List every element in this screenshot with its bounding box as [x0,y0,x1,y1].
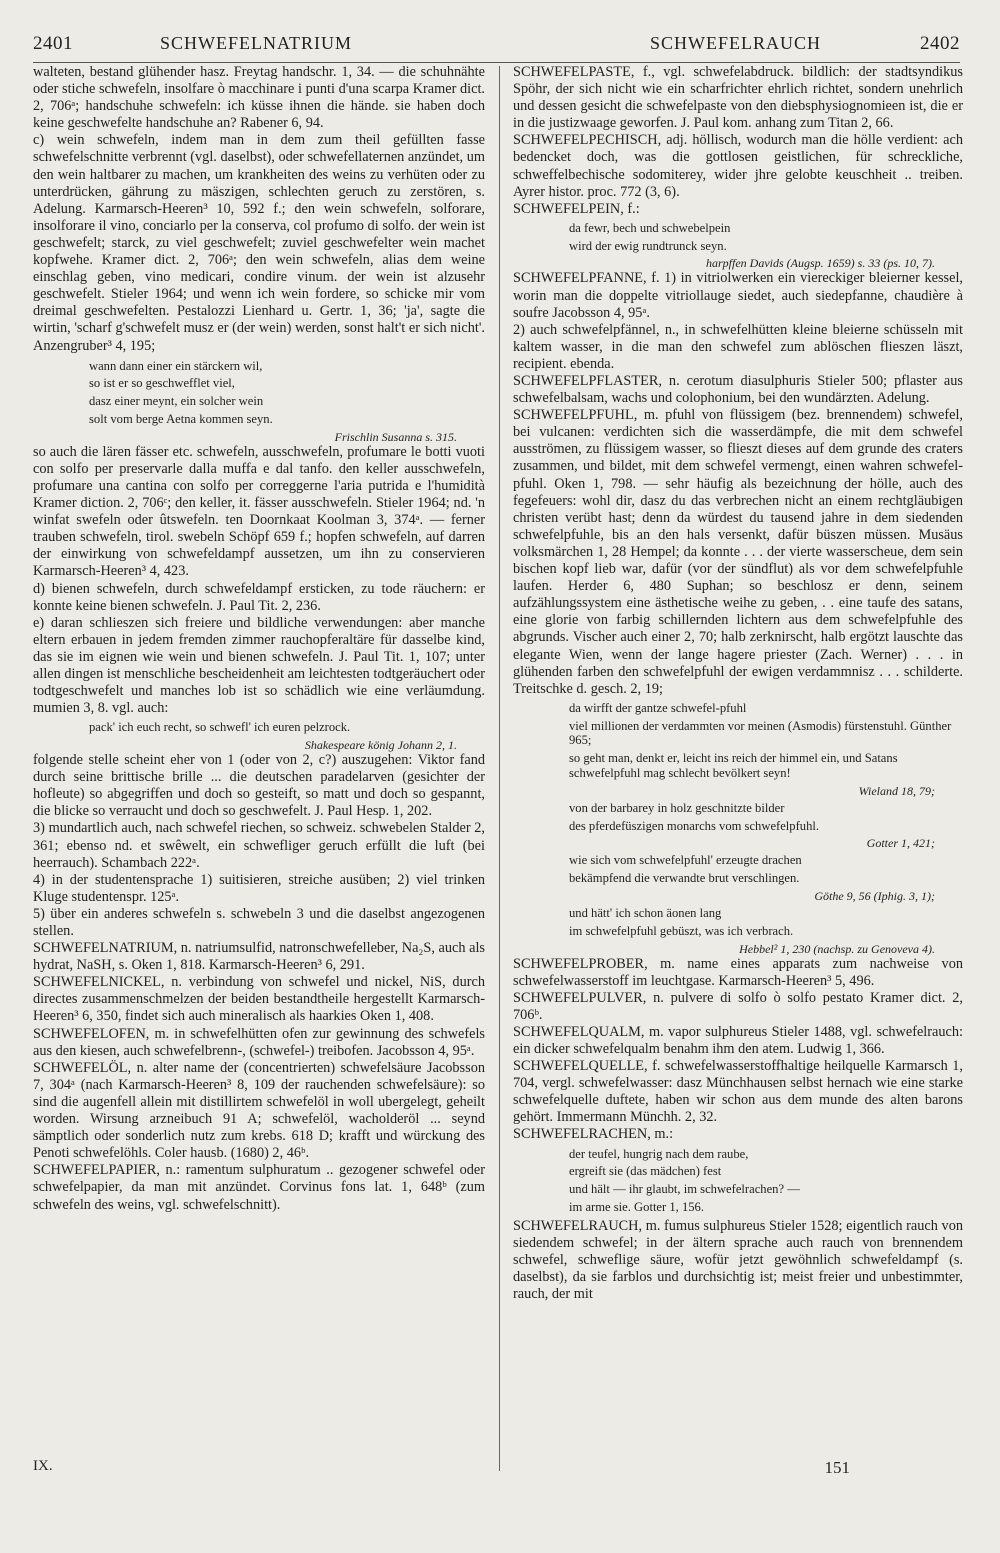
dictionary-entry: SCHWEFELPAPIER, n.: ramentum sulphuratum .. gezogener schwefel oder schwefelpapier, da man mit anzündet. Corvinus fons lat. 1, 648ᵇ (zum schwefeln des weins, vgl. schwefelschnitt). [33,1162,485,1213]
dictionary-entry: SCHWEFELPULVER, n. pulvere di solfo ò solfo pestato Kramer dict. 2, 706ᵇ. [513,989,963,1023]
verse-line: so geht man, denkt er, leicht ins reich der himmel ein, und Satans schwefelpfuhl mag schlecht bevölkert seyn! [569,751,898,780]
dictionary-entry: SCHWEFELQUELLE, f. schwefelwasserstoffhaltige heilquelle Karmarsch 1, 704, vergl. schwefelwasser: dasz Münchhausen selbst hernach wie eine starke schwefelquelle duftete, haben wir schon aus dem munde des alten barons gehört. Immermann Münchh. 2, 32. [513,1058,963,1126]
verse-line: wann dann einer ein stärckern wil, [89,358,263,373]
verse-line: pack' ich euch recht, so schwefl' ich euren pelzrock. [89,720,351,735]
dictionary-entry: SCHWEFELPASTE, f., vgl. schwefelabdruck. bildlich: der stadtsyndikus Spöhr, der sich nicht wie ein scharfrichter ehrlich richtet, sondern unehrlich und dessen gesicht die schwefelpaste von den diebsphysiognomieen ist, die er in die justizwaage geworfen. J. Paul kom. anhang zum Titan 2, 66. [513,64,963,132]
verse-line: da fewr, bech und schwebelpein [569,220,731,235]
verse-line: im arme sie. Gotter 1, 156. [569,1199,705,1214]
verse-line: und hätt' ich schon äonen lang [569,905,722,920]
dictionary-entry: SCHWEFELPFUHL, m. pfuhl von flüssigem (bez. brennendem) schwefel, bei vulcanen: verdichten sich die wasserdämpfe, die mit dem schwefel ausströmen, zu flüssigem wasser, so flieszt dieses auf dem grunde des craters zusammen, und bildet, mit dem schwefel vermengt, einen wahren schwefel-pfuhl. Oken 1, 798. — sehr häufig als bezeichnung der hölle, auch des fegefeuers: wohl dir, dasz du das verbrechen nicht an einem rechtgläubigen christen verübt hast; denn da würdest du tausend jahre in dem siedenden schwefelpfuhle, bis an den hals versenkt, dafür büszen müssen. Musäus volksmärchen 1, 28 Hempel; da konnte . . . der vierte wasserscheue, dem sein bischen kopf lieb war, dafür (vor der sündflut) als vor dem schwefelpfuhle laufen. Herder 6, 480 Suphan; so beschlosz er denn, seinem aufzählungssystem eine ästhetische weihe zu geben, . . eine taufe des satans, eine glorie von farbig schillernden lichtern aus dem schwefelpfuhle des abgrunds. Vischer auch einer 2, 70; halb zerknirscht, halb ergötzt lauschte das elegante Wien, wenn der lange hagere priester (Zach. Werner) . . . in glühenden farben den schwefelpfuhl der ewigen verdammnisz . . . schilderte. Treitschke d. gesch. 2, 19; [513,407,963,697]
verse-line: dasz einer meynt, ein solcher wein [89,394,264,409]
verse-line: da wirfft der gantze schwefel-pfuhl [569,700,747,715]
verse-line: solt vom berge Aetna kommen seyn. [89,411,273,426]
citation-source: Wieland 18, 79; [858,783,935,798]
dictionary-entry: SCHWEFELPEIN, f.: [513,200,640,217]
dictionary-entry: SCHWEFELNATRIUM, n. natriumsulfid, natronschwefelleber, Na₂S, auch als hydrat, NaSH, s. Oken 1, 818. Karmarsch-Heeren³ 6, 291. [33,940,485,974]
left-column [33,64,485,1214]
paragraph: e) daran schlieszen sich freiere und bildliche verwendungen: aber manche eltern erbauen in jedem fremden zimmer rauchopferaltäre für dasselbe kind, das sie im eignen wie wein und bienen schwefeln. J. Paul Tit. 1, 107; unter allen dingen ist menschliche bescheidenheit am leichtesten todtgeräuchert oder todtgeschwefelt und manches lob ist so schädlich wie eine verläumdung. mumien 3, 8. vgl. auch: [33,614,485,717]
dictionary-entry: SCHWEFELÖL, n. alter name der (concentrierten) schwefelsäure Jacobsson 7, 304ᵃ (nach Karmarsch-Heeren³ 8, 109 der rauchenden schwefelsäure): so sind die augenfell allein mit distillirtem schwefelöl in woll ubergelegt, geheilt worden. Wirsung arzneibuch 91 A; schwefelöl, wacholderöl ... seynd sämptlich oder sonderlich nutz zum krebs. 618 D; krafft und würckung des Penoti schwefelöhls. Coler hausb. (1680) 2, 46ᵇ. [33,1059,485,1162]
verse-line: wie sich vom schwefelpfuhl' erzeugte drachen [569,853,802,868]
verse-line: so ist er so geschwefflet viel, [89,376,235,391]
dictionary-entry: SCHWEFELQUALM, m. vapor sulphureus Stieler 1488, vgl. schwefelrauch: ein dicker schwefelqualm benahm ihm den atem. Ludwig 1, 366. [513,1023,963,1058]
paragraph: 4) in der studentensprache 1) suitisieren, streiche ausüben; 2) viel trinken Kluge studentenspr. 125ᵃ. [33,871,485,905]
paragraph: d) bienen schwefeln, durch schwefeldampf ersticken, zu tode räuchern: er konnte keine bienen schwefeln. J. Paul Tit. 2, 236. [33,580,485,614]
column-divider [499,66,500,1471]
verse-line: wird der ewig rundtrunck seyn. [569,238,727,253]
paragraph: 5) über ein anderes schwefeln s. schwebeln 3 und die daselbst angezogenen stellen. [33,905,485,940]
verse-line: der teufel, hungrig nach dem raube, [569,1146,749,1161]
verse-line: des pferdefüszigen monarchs vom schwefelpfuhl. [569,818,820,833]
dictionary-entry: SCHWEFELNICKEL, n. verbindung von schwefel und nickel, NiS, durch directes zusammenschmelzen der beiden bestandtheile hergestellt Karmarsch-Heeren³ 6, 350, findet sich auch mineralisch als haarkies Oken 1, 408. [33,974,485,1025]
paragraph: folgende stelle scheint eher von 1 (oder von 2, c?) auszugehen: Viktor fand durch seine brittische brille ... die deutschen paradelarven (gesichter der hofleute) so abgegriffen und doch so gesteift, so matt und doch so gespannt, die blicke so verraucht und doch so geschwefelt. J. Paul Hesp. 1, 202. [33,752,485,820]
dictionary-entry: SCHWEFELRAUCH, m. fumus sulphureus Stieler 1528; eigentlich rauch von siedendem schwefel; in der ältern sprache auch rauch von brennendem schwefel, schweflige säure, wofür jetzt gewöhnlich schwefeldampf (s. daselbst), da sie farblos und durchsichtig ist; meist freier und unbestimmter, rauch, der mit [513,1217,963,1303]
right-column [513,64,963,1303]
dictionary-entry: SCHWEFELOFEN, m. in schwefelhütten ofen zur gewinnung des schwefels aus den kiesen, auch schwefelbrenn-, (schwefel-) treibofen. Jacobsson 4, 95ᵃ. [33,1025,485,1059]
header-rule [33,62,960,63]
page-number-left: 2401 [33,33,73,54]
running-head-left: SCHWEFELNATRIUM [160,33,353,53]
dictionary-entry: SCHWEFELPFLASTER, n. cerotum diasulphuris Stieler 500; pflaster aus schwefelbalsam, wachs und colophonium, bei den wundärzten. Adelung. [513,373,963,407]
dictionary-entry: SCHWEFELPROBER, m. name eines apparats zum nachweise von schwefelwasserstoff im leuchtgase. Karmarsch-Heeren³ 5, 496. [513,955,963,989]
paragraph: c) wein schwefeln, indem man in dem zum theil gefüllten fasse schwefelschnitte verbrennt (vgl. daselbst), oder schwefellaternen anzündet, um den wein haltbarer zu machen, um krankheiten des weins zu verhüten oder zu unterdrücken, gährung zu mäszigen, schlechten geruch zu zerstören, s. Adelung. Karmarsch-Heeren³ 10, 592 f.; den wein schwefeln, solforare, insolforare il vino, conciarlo per la conserva, col profumo di solfo. der wein ist geschwefelt; starck, zu viel geschwefelt; zuviel geschwefelter wein machet kopfwehe. Kramer dict. 2, 706ᵃ; den wein schwefeln, alias dem weine einschlag geben, vino medicari, condire vinum. der wein ist alzusehr geschwefelt. Stieler 1964; und wenn ich wein fordere, so schicke mir vom dreimal geschwefelten. Pestalozzi Lienhard u. Gertr. 1, 36; 'ja', sagte die wirtin, 'scharf g'schwefelt musz er (der wein) werden, sonst halt't er sich nicht'. Anzengruber³ 4, 195; [33,132,485,354]
running-head-right: SCHWEFELRAUCH [650,33,822,53]
sheet-number: 151 [824,1458,850,1477]
verse-line: ergreift sie (das mädchen) fest [569,1164,722,1179]
verse-line: viel millionen der verdammten vor meinen (Asmodis) fürstenstuhl. Günther 965; [569,718,952,748]
paragraph: 2) auch schwefelpfännel, n., in schwefelhütten kleine bleierne schüsseln mit kaltem wasser, in die man den schwefel zum ablöschen flieszen läszt, recipient. ebenda. [513,321,963,372]
citation-source: Göthe 9, 56 (Iphig. 3, 1); [814,888,935,903]
dictionary-entry: SCHWEFELPECHISCH, adj. höllisch, wodurch man die hölle verdient: ach bedencket doch, was die gottlosen geistlichen, für schreckliche, schweffelbechische sodomiterey, wider jhre gelobte keuschheit .. treiben. Ayrer histor. proc. 772 (3, 6). [513,132,963,200]
verse-line: bekämpfend die verwandte brut verschlingen. [569,871,800,886]
citation-source: Gotter 1, 421; [866,836,935,851]
verse-line: im schwefelpfuhl gebüszt, was ich verbrach. [569,923,794,938]
page-number-right: 2402 [920,33,960,54]
paragraph: so auch die lären fässer etc. schwefeln, ausschwefeln, profumare le botti vuoti con solfo per preservarle dalla muffa e dal tanfo. den keller ausschwefeln, profumare una cantina con solfo per correggerne l'aria putrida e l'humidità Kramer diction. 2, 706ᶜ; den keller, it. fässer ausschwefeln. Stieler 1964; nd. 'n winfat swefeln oder ûtswefeln. ten Doornkaat Koolman 3, 374ᵃ. — ferner trauben schwefeln, tirol. swebeln Schöpf 659 f.; hopfen schwefeln, auf darren der einwirkung von schwefeldampf aussetzen, um ihn zu conservieren Karmarsch-Heeren³ 4, 423. [33,443,485,580]
sheet-signature: IX. [33,1458,53,1474]
citation-source: Hebbel² 1, 230 (nachsp. zu Genoveva 4). [739,941,935,956]
paragraph: 3) mundartlich auch, nach schwefel riechen, so schweiz. schwebelen Stalder 2, 361; ebenso nd. et swêwelt, ein schwefliger geruch erfüllt die luft (bei heerrauch). Schambach 222ᵃ. [33,820,485,871]
paragraph: walteten, bestand glühender hasz. Freytag handschr. 1, 34. — die schuhnähte oder stiche schwefeln, insolfare ò macchinare i punti d'una scarpa Kramer dict. 2, 706ᵃ; handschuhe schwefeln: ich küsse ihnen die hände. sie haben doch keine geschwefelte handschuhe an? Rabener 6, 94. [33,64,485,132]
citation-source: Frischlin Susanna s. 315. [334,429,457,444]
dictionary-entry: SCHWEFELRACHEN, m.: [513,1126,674,1143]
verse-line: und hält — ihr glaubt, im schwefelrachen? — [569,1182,800,1197]
citation-source: harpffen Davids (Augsp. 1659) s. 33 (ps. 10, 7). [706,256,935,271]
verse-line: von der barbarey in holz geschnitzte bilder [569,800,785,815]
citation-source: Shakespeare könig Johann 2, 1. [304,738,457,753]
dictionary-entry: SCHWEFELPFANNE, f. 1) in vitriolwerken ein viereckiger bleierner kessel, worin man die doppelte vitriollauge siedet, auch siedepfanne, chaudière à soufre Jacobsson 4, 95ᵃ. [513,270,963,321]
